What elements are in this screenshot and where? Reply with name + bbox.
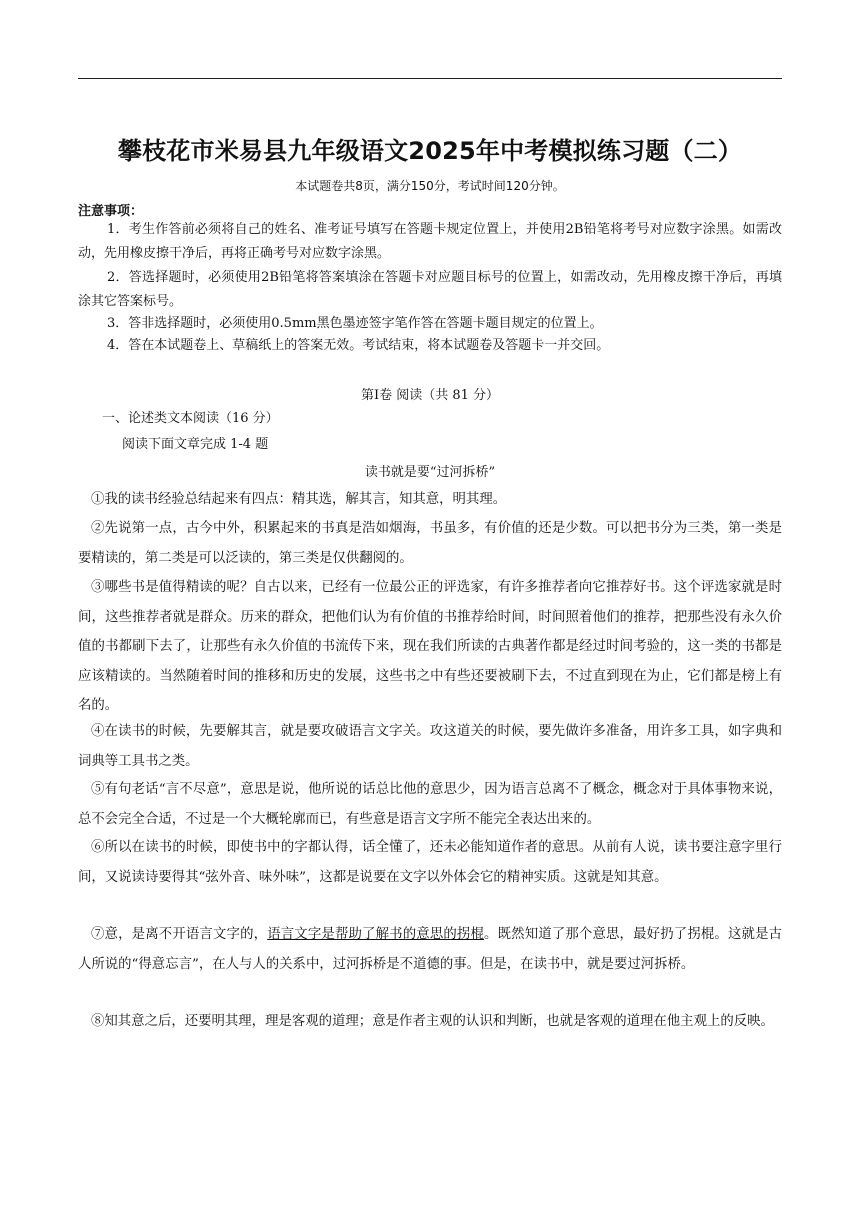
notice-item-2: 2．答选择题时，必须使用2B铅笔将答案填涂在答题卡对应题目标号的位置上，如需改动，先用橡皮擦干净后，再填涂其它答案标号。 — [78, 270, 782, 309]
section-title: 第Ⅰ卷 阅读（共 81 分） — [360, 388, 500, 403]
exam-title: 攀枝花市米易县九年级语文2025年中考模拟练习题（二） — [117, 137, 743, 165]
paragraph-7-rest: 。既然知道了那个意思，最好扔了拐棍。这就是古人所说的“得意忘言”，在人与人的关系中，过河拆桥是不道德的事。但是，在读书中，就是要过河拆桥。 — [78, 927, 783, 972]
exam-subtitle: 本试题卷共8页，满分150分，考试时间120分钟。 — [295, 179, 565, 193]
article-paragraph-6: ⑥所以在读书的时候，即使书中的字都认得，话全懂了，还未必能知道作者的意思。从前有人说，读书要注意字里行间，又说读诗要得其“弦外音、味外味”，这都是说要在文字以外体会它的精神实质。这就是知其意。 — [78, 840, 782, 885]
question-instruction: 阅读下面文章完成 1-4 题 — [122, 437, 269, 452]
article-paragraph-4: ④在读书的时候，先要解其言，就是要攻破语言文字关。攻这道关的时候，要先做许多准备，用许多工具，如字典和词典等工具书之类。 — [78, 724, 782, 769]
question-heading: 一、论述类文本阅读（16 分） — [102, 411, 279, 426]
notice-item-1: 1．考生作答前必须将自己的姓名、准考证号填写在答题卡规定位置上，并使用2B铅笔将考号对应数字涂黑。如需改动，先用橡皮擦干净后，再将正确考号对应数字涂黑。 — [78, 222, 782, 261]
paragraph-7-lead: ⑦意，是离不开语言文字的， — [91, 927, 268, 942]
notice-item-4: 4．答在本试题卷上、草稿纸上的答案无效。考试结束，将本试题卷及答题卡一并交回。 — [107, 338, 610, 353]
header-rule — [78, 78, 782, 79]
notice-item-3: 3．答非选择题时，必须使用0.5mm黑色墨迹签字笔作答在答题卡题目规定的位置上。 — [107, 316, 603, 331]
article-paragraph-2: ②先说第一点，古今中外，积累起来的书真是浩如烟海，书虽多，有价值的还是少数。可以把书分为三类，第一类是要精读的，第二类是可以泛读的，第三类是仅供翻阅的。 — [78, 521, 782, 566]
article-title: 读书就是要“过河拆桥” — [364, 465, 496, 480]
article-paragraph-7 — [78, 920, 782, 979]
article-paragraph-8: ⑧知其意之后，还要明其理，理是客观的道理；意是作者主观的认识和判断，也就是客观的道理在他主观上的反映。 — [91, 1014, 774, 1029]
notice-heading: 注意事项： — [78, 204, 144, 219]
article-paragraph-1: ①我的读书经验总结起来有四点：精其选，解其言，知其意，明其理。 — [91, 492, 507, 507]
article-paragraph-5: ⑤有句老话“言不尽意”，意思是说，他所说的话总比他的意思少，因为语言总离不了概念，概念对于具体事物来说，总不会完全合适，不过是一个大概轮廓而已，有些意是语言文字所不能完全表达出来的。 — [78, 782, 782, 827]
article-paragraph-3: ③哪些书是值得精读的呢？自古以来，已经有一位最公正的评选家，有许多推荐者向它推荐好书。这个评选家就是时间，这些推荐者就是群众。历来的群众，把他们认为有价值的书推荐给时间，时间照着他们的推荐，把那些没有永久价值的书都刷下去了，让那些有永久价值的书流传下来，现在我们所读的古典著作都是经过时间考验的，这一类的书都是应该精读的。当然随着时间的推移和历史的发展，这些书之中有些还要被刷下去，不过直到现在为止，它们都是榜上有名的。 — [78, 580, 782, 713]
underlined-sentence: 语言文字是帮助了解书的意思的拐棍 — [267, 927, 485, 942]
